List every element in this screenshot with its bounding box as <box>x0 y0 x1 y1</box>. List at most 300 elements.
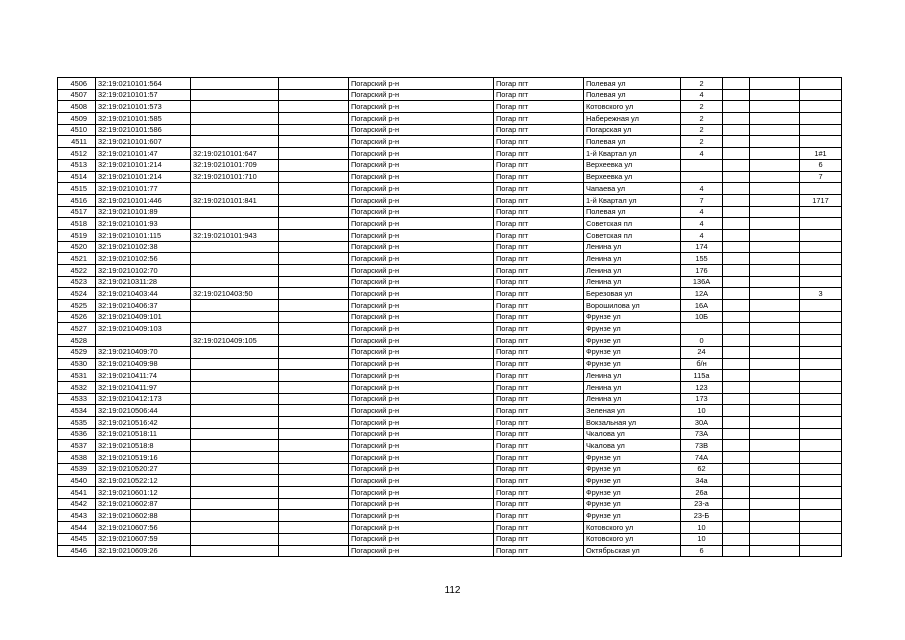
district-cell: Погарский р-н <box>349 288 494 300</box>
building-cell <box>723 288 750 300</box>
house-number-cell: 4 <box>681 206 723 218</box>
district-cell: Погарский р-н <box>349 440 494 452</box>
table-row <box>58 428 842 440</box>
building-cell <box>723 159 750 171</box>
building-cell <box>723 533 750 545</box>
street-cell: Березовая ул <box>584 288 681 300</box>
street-cell: Фрунзе ул <box>584 510 681 522</box>
cadastral-number-cell: 32:19:0210607:59 <box>96 533 191 545</box>
extra-field-cell <box>279 288 349 300</box>
settlement-cell: Погар пгт <box>494 498 584 510</box>
cadastral-number-cell: 32:19:0210101:586 <box>96 124 191 136</box>
house-number-cell: 10 <box>681 533 723 545</box>
settlement-cell: Погар пгт <box>494 218 584 230</box>
district-cell: Погарский р-н <box>349 533 494 545</box>
linked-cadastral-number-cell <box>191 241 279 253</box>
row-number-cell: 4514 <box>58 171 96 183</box>
extra-field-cell <box>279 265 349 277</box>
linked-cadastral-number-cell <box>191 498 279 510</box>
linked-cadastral-number-cell <box>191 276 279 288</box>
linked-cadastral-number-cell <box>191 393 279 405</box>
row-number-cell: 4517 <box>58 206 96 218</box>
district-cell: Погарский р-н <box>349 393 494 405</box>
flat-number-cell: 1717 <box>800 194 842 206</box>
flat-number-cell <box>800 370 842 382</box>
house-number-cell: 4 <box>681 89 723 101</box>
cadastral-number-cell: 32:19:0210607:56 <box>96 522 191 534</box>
district-cell: Погарский р-н <box>349 452 494 464</box>
settlement-cell: Погар пгт <box>494 487 584 499</box>
house-number-cell: 74А <box>681 452 723 464</box>
cadastral-number-cell: 32:19:0210519:16 <box>96 452 191 464</box>
linked-cadastral-number-cell <box>191 440 279 452</box>
cadastral-number-cell: 32:19:0210516:42 <box>96 416 191 428</box>
linked-cadastral-number-cell <box>191 113 279 125</box>
row-number-cell: 4512 <box>58 148 96 160</box>
settlement-cell: Погар пгт <box>494 89 584 101</box>
flat-number-cell <box>800 346 842 358</box>
apartment-cell <box>750 358 800 370</box>
apartment-cell <box>750 276 800 288</box>
linked-cadastral-number-cell <box>191 428 279 440</box>
house-number-cell: 4 <box>681 183 723 195</box>
house-number-cell: 34а <box>681 475 723 487</box>
linked-cadastral-number-cell <box>191 346 279 358</box>
settlement-cell: Погар пгт <box>494 452 584 464</box>
settlement-cell: Погар пгт <box>494 545 584 557</box>
house-number-cell <box>681 159 723 171</box>
linked-cadastral-number-cell <box>191 358 279 370</box>
building-cell <box>723 206 750 218</box>
building-cell <box>723 218 750 230</box>
building-cell <box>723 335 750 347</box>
house-number-cell: 10 <box>681 405 723 417</box>
linked-cadastral-number-cell <box>191 136 279 148</box>
table-row <box>58 323 842 335</box>
house-number-cell: 0 <box>681 335 723 347</box>
settlement-cell: Погар пгт <box>494 241 584 253</box>
house-number-cell: 30А <box>681 416 723 428</box>
building-cell <box>723 253 750 265</box>
apartment-cell <box>750 253 800 265</box>
linked-cadastral-number-cell <box>191 381 279 393</box>
apartment-cell <box>750 241 800 253</box>
building-cell <box>723 194 750 206</box>
apartment-cell <box>750 405 800 417</box>
house-number-cell: 2 <box>681 101 723 113</box>
apartment-cell <box>750 229 800 241</box>
flat-number-cell <box>800 206 842 218</box>
apartment-cell <box>750 381 800 393</box>
linked-cadastral-number-cell <box>191 510 279 522</box>
settlement-cell: Погар пгт <box>494 510 584 522</box>
row-number-cell: 4537 <box>58 440 96 452</box>
flat-number-cell <box>800 241 842 253</box>
extra-field-cell <box>279 183 349 195</box>
district-cell: Погарский р-н <box>349 463 494 475</box>
apartment-cell <box>750 533 800 545</box>
table-row <box>58 475 842 487</box>
table-row <box>58 241 842 253</box>
row-number-cell: 4513 <box>58 159 96 171</box>
row-number-cell: 4546 <box>58 545 96 557</box>
building-cell <box>723 510 750 522</box>
building-cell <box>723 148 750 160</box>
cadastral-number-cell: 32:19:0210506:44 <box>96 405 191 417</box>
street-cell: Ленина ул <box>584 370 681 382</box>
district-cell: Погарский р-н <box>349 311 494 323</box>
extra-field-cell <box>279 241 349 253</box>
extra-field-cell <box>279 89 349 101</box>
settlement-cell: Погар пгт <box>494 475 584 487</box>
district-cell: Погарский р-н <box>349 335 494 347</box>
district-cell: Погарский р-н <box>349 300 494 312</box>
street-cell: Полевая ул <box>584 89 681 101</box>
building-cell <box>723 358 750 370</box>
cadastral-number-cell: 32:19:0210602:88 <box>96 510 191 522</box>
linked-cadastral-number-cell <box>191 311 279 323</box>
linked-cadastral-number-cell: 32:19:0210101:709 <box>191 159 279 171</box>
linked-cadastral-number-cell <box>191 452 279 464</box>
building-cell <box>723 545 750 557</box>
flat-number-cell <box>800 416 842 428</box>
row-number-cell: 4518 <box>58 218 96 230</box>
row-number-cell: 4520 <box>58 241 96 253</box>
table-row <box>58 300 842 312</box>
settlement-cell: Погар пгт <box>494 288 584 300</box>
settlement-cell: Погар пгт <box>494 78 584 90</box>
row-number-cell: 4530 <box>58 358 96 370</box>
flat-number-cell: 3 <box>800 288 842 300</box>
flat-number-cell: 7 <box>800 171 842 183</box>
flat-number-cell <box>800 229 842 241</box>
cadastral-number-cell: 32:19:0210102:38 <box>96 241 191 253</box>
flat-number-cell: 6 <box>800 159 842 171</box>
street-cell: Полевая ул <box>584 206 681 218</box>
apartment-cell <box>750 300 800 312</box>
building-cell <box>723 475 750 487</box>
settlement-cell: Погар пгт <box>494 440 584 452</box>
row-number-cell: 4522 <box>58 265 96 277</box>
apartment-cell <box>750 78 800 90</box>
linked-cadastral-number-cell <box>191 533 279 545</box>
settlement-cell: Погар пгт <box>494 136 584 148</box>
row-number-cell: 4540 <box>58 475 96 487</box>
cadastral-number-cell: 32:19:0210101:585 <box>96 113 191 125</box>
apartment-cell <box>750 416 800 428</box>
cadastral-number-cell: 32:19:0210101:214 <box>96 171 191 183</box>
flat-number-cell <box>800 463 842 475</box>
extra-field-cell <box>279 159 349 171</box>
building-cell <box>723 323 750 335</box>
settlement-cell: Погар пгт <box>494 335 584 347</box>
building-cell <box>723 171 750 183</box>
cadastral-number-cell: 32:19:0210518:11 <box>96 428 191 440</box>
row-number-cell: 4531 <box>58 370 96 382</box>
table-row <box>58 276 842 288</box>
row-number-cell: 4510 <box>58 124 96 136</box>
district-cell: Погарский р-н <box>349 487 494 499</box>
settlement-cell: Погар пгт <box>494 381 584 393</box>
house-number-cell: 26а <box>681 487 723 499</box>
table-row <box>58 533 842 545</box>
table-row <box>58 498 842 510</box>
settlement-cell: Погар пгт <box>494 159 584 171</box>
cadastral-number-cell: 32:19:0210409:101 <box>96 311 191 323</box>
apartment-cell <box>750 124 800 136</box>
linked-cadastral-number-cell <box>191 475 279 487</box>
building-cell <box>723 183 750 195</box>
table-row <box>58 101 842 113</box>
property-register-table <box>57 77 842 557</box>
apartment-cell <box>750 206 800 218</box>
street-cell: Октябрьская ул <box>584 545 681 557</box>
settlement-cell: Погар пгт <box>494 428 584 440</box>
row-number-cell: 4527 <box>58 323 96 335</box>
flat-number-cell <box>800 113 842 125</box>
street-cell: Верхеевка ул <box>584 171 681 183</box>
street-cell: Фрунзе ул <box>584 335 681 347</box>
apartment-cell <box>750 159 800 171</box>
linked-cadastral-number-cell <box>191 463 279 475</box>
extra-field-cell <box>279 463 349 475</box>
settlement-cell: Погар пгт <box>494 533 584 545</box>
apartment-cell <box>750 522 800 534</box>
extra-field-cell <box>279 311 349 323</box>
apartment-cell <box>750 346 800 358</box>
district-cell: Погарский р-н <box>349 498 494 510</box>
district-cell: Погарский р-н <box>349 159 494 171</box>
cadastral-number-cell: 32:19:0210411:97 <box>96 381 191 393</box>
cadastral-number-cell: 32:19:0210311:28 <box>96 276 191 288</box>
district-cell: Погарский р-н <box>349 522 494 534</box>
row-number-cell: 4545 <box>58 533 96 545</box>
row-number-cell: 4526 <box>58 311 96 323</box>
building-cell <box>723 405 750 417</box>
table-row <box>58 311 842 323</box>
row-number-cell: 4536 <box>58 428 96 440</box>
extra-field-cell <box>279 533 349 545</box>
house-number-cell: 73А <box>681 428 723 440</box>
apartment-cell <box>750 136 800 148</box>
extra-field-cell <box>279 346 349 358</box>
table-row <box>58 194 842 206</box>
flat-number-cell <box>800 89 842 101</box>
extra-field-cell <box>279 522 349 534</box>
page-number: 112 <box>444 585 461 596</box>
linked-cadastral-number-cell <box>191 89 279 101</box>
district-cell: Погарский р-н <box>349 206 494 218</box>
flat-number-cell <box>800 522 842 534</box>
building-cell <box>723 311 750 323</box>
district-cell: Погарский р-н <box>349 229 494 241</box>
linked-cadastral-number-cell <box>191 253 279 265</box>
table-row <box>58 148 842 160</box>
cadastral-number-cell: 32:19:0210101:93 <box>96 218 191 230</box>
table-row <box>58 381 842 393</box>
cadastral-number-cell: 32:19:0210412:173 <box>96 393 191 405</box>
district-cell: Погарский р-н <box>349 113 494 125</box>
house-number-cell: 23-Б <box>681 510 723 522</box>
building-cell <box>723 393 750 405</box>
settlement-cell: Погар пгт <box>494 124 584 136</box>
district-cell: Погарский р-н <box>349 346 494 358</box>
extra-field-cell <box>279 545 349 557</box>
street-cell: 1-й Квартал ул <box>584 148 681 160</box>
linked-cadastral-number-cell <box>191 265 279 277</box>
street-cell: Зеленая ул <box>584 405 681 417</box>
table-row <box>58 545 842 557</box>
flat-number-cell <box>800 487 842 499</box>
building-cell <box>723 101 750 113</box>
street-cell: Ленина ул <box>584 276 681 288</box>
settlement-cell: Погар пгт <box>494 276 584 288</box>
apartment-cell <box>750 335 800 347</box>
row-number-cell: 4533 <box>58 393 96 405</box>
table-body <box>58 78 842 557</box>
settlement-cell: Погар пгт <box>494 148 584 160</box>
settlement-cell: Погар пгт <box>494 113 584 125</box>
linked-cadastral-number-cell <box>191 416 279 428</box>
extra-field-cell <box>279 358 349 370</box>
flat-number-cell <box>800 218 842 230</box>
flat-number-cell <box>800 533 842 545</box>
cadastral-number-cell: 32:19:0210409:70 <box>96 346 191 358</box>
linked-cadastral-number-cell <box>191 300 279 312</box>
street-cell: Чкалова ул <box>584 428 681 440</box>
extra-field-cell <box>279 78 349 90</box>
extra-field-cell <box>279 335 349 347</box>
row-number-cell: 4506 <box>58 78 96 90</box>
apartment-cell <box>750 428 800 440</box>
street-cell: Котовского ул <box>584 101 681 113</box>
building-cell <box>723 89 750 101</box>
extra-field-cell <box>279 487 349 499</box>
row-number-cell: 4515 <box>58 183 96 195</box>
street-cell: Погарская ул <box>584 124 681 136</box>
table-row <box>58 253 842 265</box>
extra-field-cell <box>279 416 349 428</box>
district-cell: Погарский р-н <box>349 194 494 206</box>
house-number-cell: 2 <box>681 78 723 90</box>
apartment-cell <box>750 370 800 382</box>
cadastral-number-cell: 32:19:0210609:26 <box>96 545 191 557</box>
house-number-cell: 4 <box>681 148 723 160</box>
cadastral-number-cell: 32:19:0210101:47 <box>96 148 191 160</box>
table-row <box>58 487 842 499</box>
row-number-cell: 4516 <box>58 194 96 206</box>
street-cell: Фрунзе ул <box>584 463 681 475</box>
building-cell <box>723 265 750 277</box>
extra-field-cell <box>279 323 349 335</box>
house-number-cell: 136А <box>681 276 723 288</box>
flat-number-cell <box>800 300 842 312</box>
extra-field-cell <box>279 405 349 417</box>
extra-field-cell <box>279 428 349 440</box>
apartment-cell <box>750 475 800 487</box>
flat-number-cell <box>800 393 842 405</box>
street-cell: Фрунзе ул <box>584 487 681 499</box>
street-cell: Верхеевка ул <box>584 159 681 171</box>
district-cell: Погарский р-н <box>349 78 494 90</box>
settlement-cell: Погар пгт <box>494 206 584 218</box>
table-row <box>58 136 842 148</box>
house-number-cell: 2 <box>681 124 723 136</box>
apartment-cell <box>750 101 800 113</box>
extra-field-cell <box>279 253 349 265</box>
cadastral-number-cell: 32:19:0210522:12 <box>96 475 191 487</box>
table-row <box>58 416 842 428</box>
extra-field-cell <box>279 276 349 288</box>
cadastral-number-cell: 32:19:0210101:115 <box>96 229 191 241</box>
building-cell <box>723 522 750 534</box>
row-number-cell: 4541 <box>58 487 96 499</box>
extra-field-cell <box>279 113 349 125</box>
flat-number-cell <box>800 452 842 464</box>
flat-number-cell <box>800 323 842 335</box>
table-row <box>58 124 842 136</box>
extra-field-cell <box>279 148 349 160</box>
extra-field-cell <box>279 229 349 241</box>
flat-number-cell <box>800 276 842 288</box>
settlement-cell: Погар пгт <box>494 311 584 323</box>
extra-field-cell <box>279 300 349 312</box>
building-cell <box>723 346 750 358</box>
table-row <box>58 218 842 230</box>
table-row <box>58 452 842 464</box>
district-cell: Погарский р-н <box>349 405 494 417</box>
house-number-cell: 173 <box>681 393 723 405</box>
cadastral-number-cell: 32:19:0210101:77 <box>96 183 191 195</box>
table-row <box>58 229 842 241</box>
house-number-cell: 115а <box>681 370 723 382</box>
cadastral-number-cell: 32:19:0210101:607 <box>96 136 191 148</box>
extra-field-cell <box>279 171 349 183</box>
settlement-cell: Погар пгт <box>494 101 584 113</box>
row-number-cell: 4542 <box>58 498 96 510</box>
settlement-cell: Погар пгт <box>494 405 584 417</box>
settlement-cell: Погар пгт <box>494 300 584 312</box>
building-cell <box>723 452 750 464</box>
row-number-cell: 4538 <box>58 452 96 464</box>
cadastral-number-cell: 32:19:0210101:214 <box>96 159 191 171</box>
apartment-cell <box>750 545 800 557</box>
linked-cadastral-number-cell: 32:19:0210101:710 <box>191 171 279 183</box>
apartment-cell <box>750 218 800 230</box>
row-number-cell: 4508 <box>58 101 96 113</box>
settlement-cell: Погар пгт <box>494 370 584 382</box>
table-row <box>58 78 842 90</box>
table-row <box>58 159 842 171</box>
house-number-cell: 155 <box>681 253 723 265</box>
linked-cadastral-number-cell <box>191 370 279 382</box>
flat-number-cell: 1#1 <box>800 148 842 160</box>
cadastral-number-cell: 32:19:0210411:74 <box>96 370 191 382</box>
linked-cadastral-number-cell <box>191 183 279 195</box>
cadastral-number-cell <box>96 335 191 347</box>
house-number-cell: 10Б <box>681 311 723 323</box>
flat-number-cell <box>800 510 842 522</box>
cadastral-number-cell: 32:19:0210518:8 <box>96 440 191 452</box>
extra-field-cell <box>279 498 349 510</box>
table-row <box>58 522 842 534</box>
extra-field-cell <box>279 393 349 405</box>
apartment-cell <box>750 323 800 335</box>
street-cell: Ленина ул <box>584 265 681 277</box>
flat-number-cell <box>800 136 842 148</box>
table-row <box>58 89 842 101</box>
house-number-cell: 12А <box>681 288 723 300</box>
